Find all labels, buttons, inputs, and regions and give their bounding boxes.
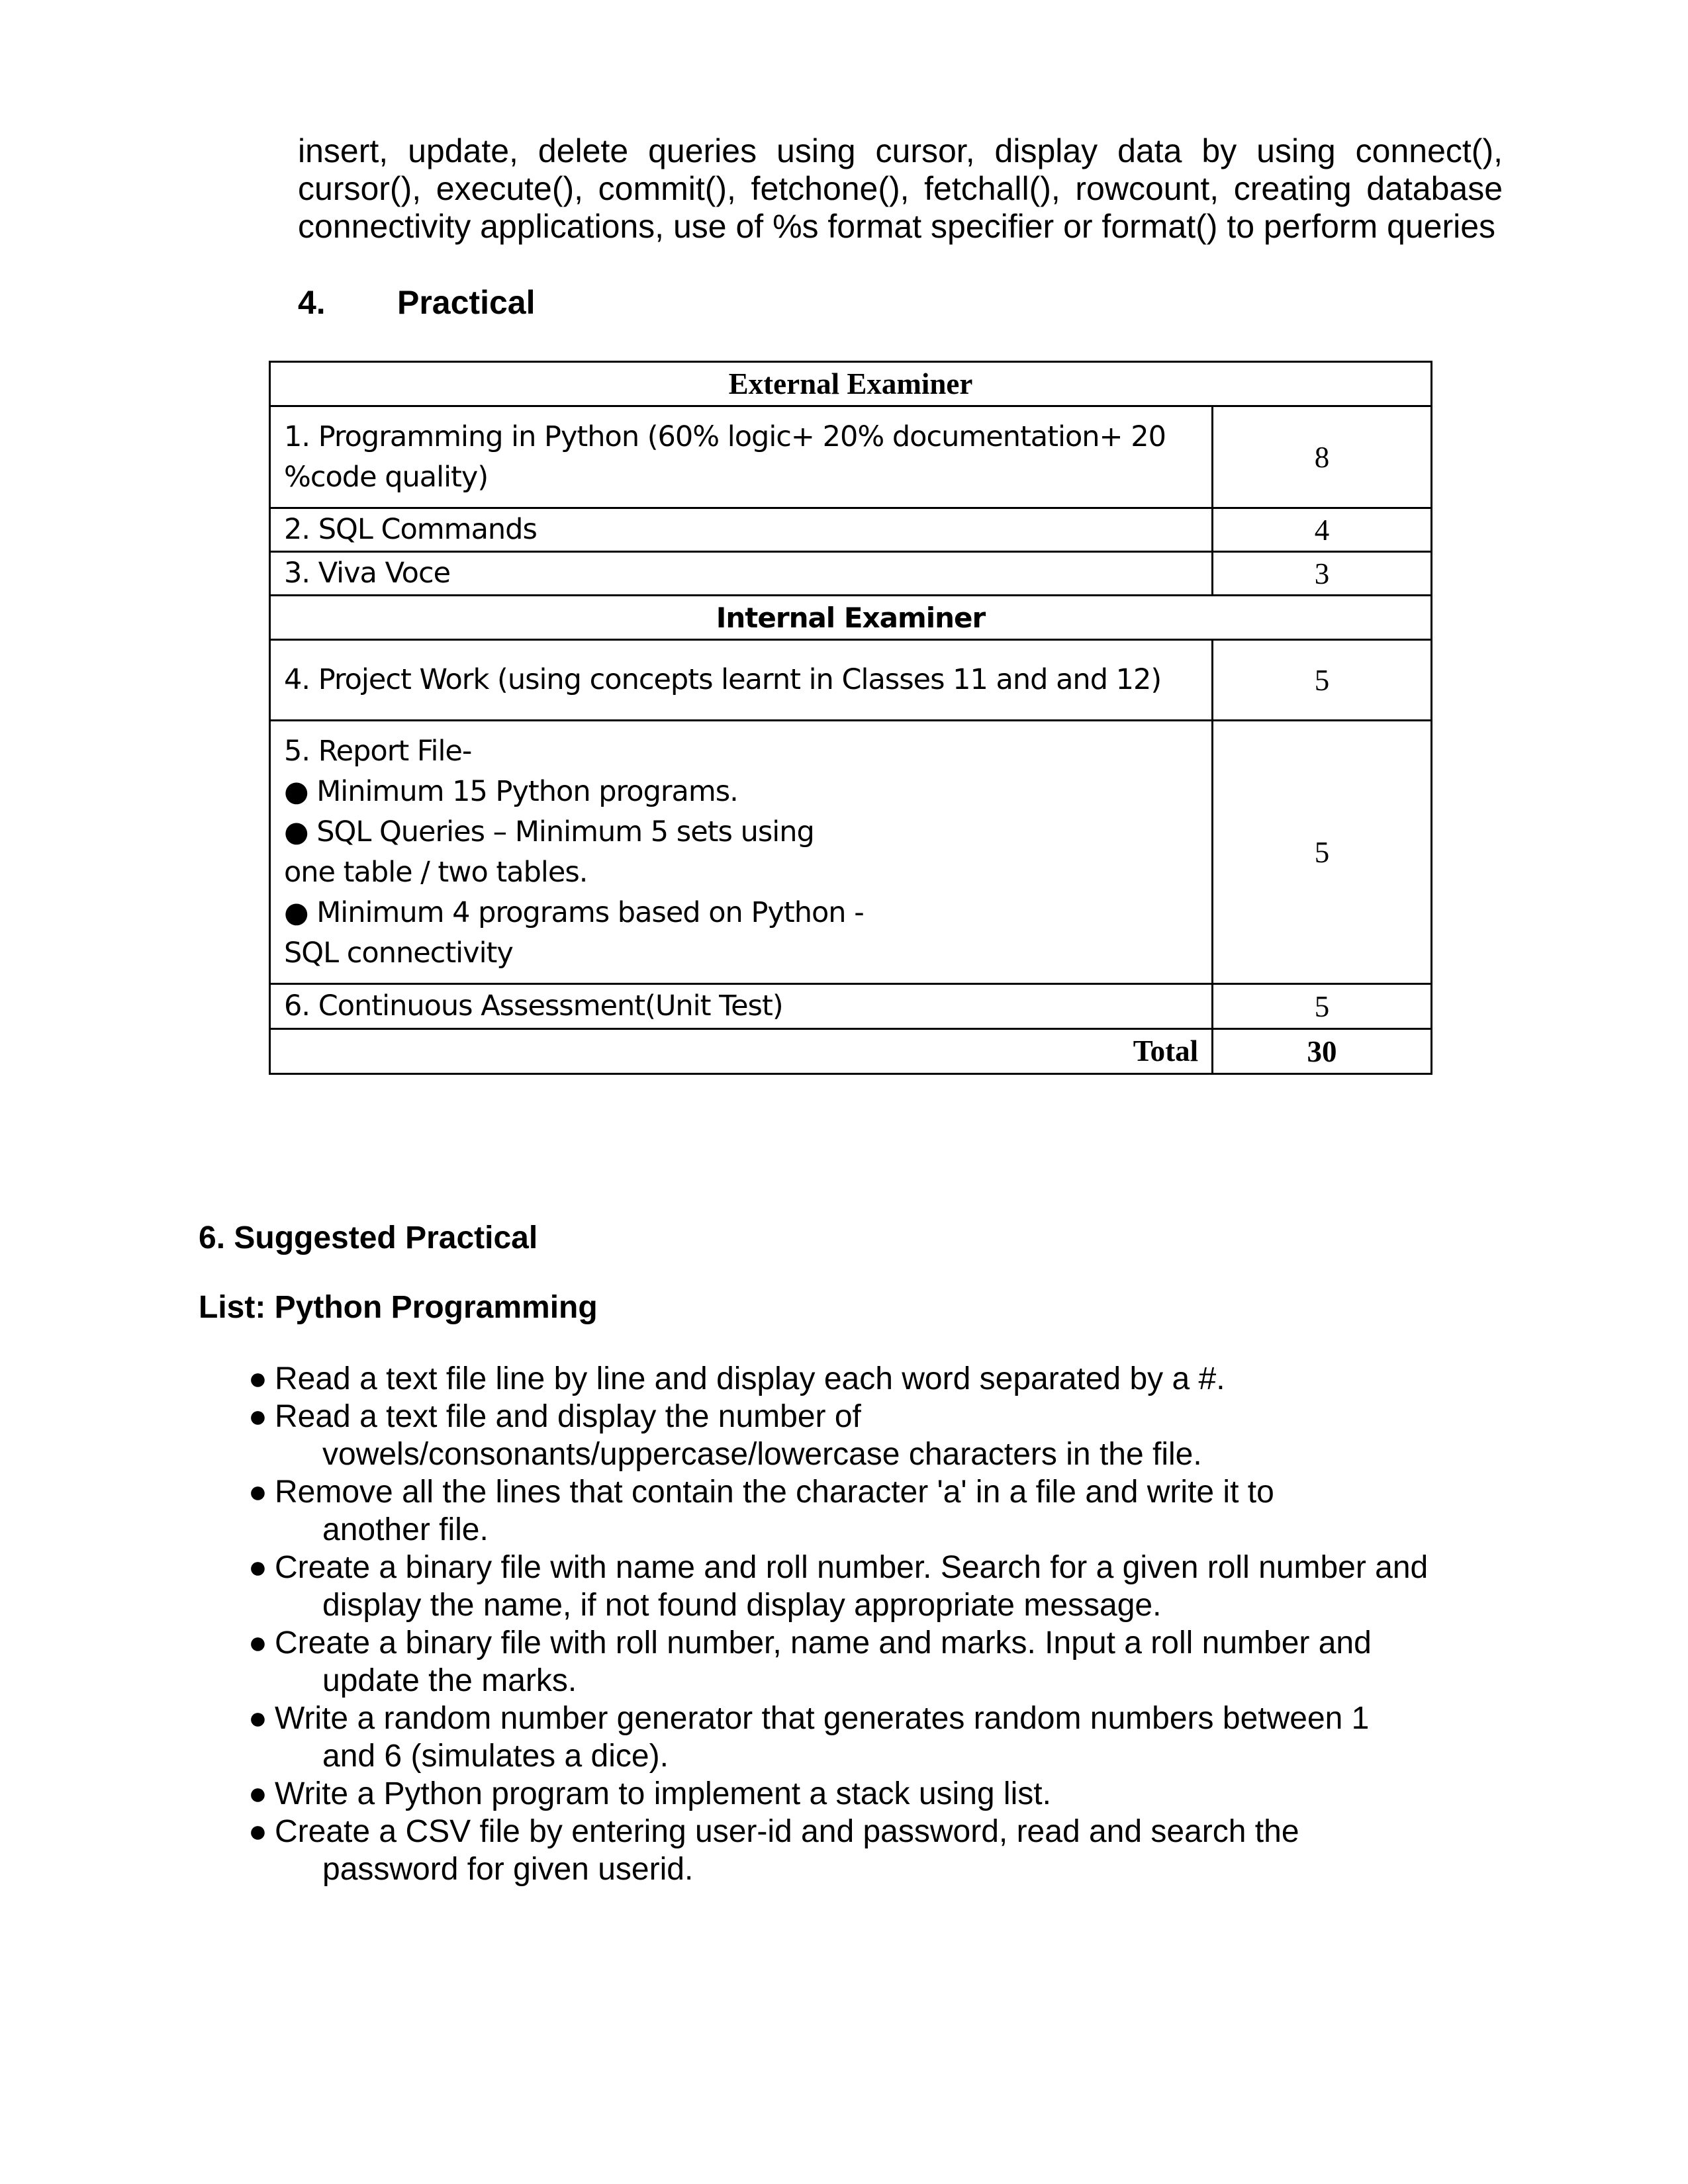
item-text: Write a random number generator that generates random numbers between 1 xyxy=(275,1701,1370,1736)
list-title: List: Python Programming xyxy=(199,1290,598,1325)
item-text-continued: and 6 (simulates a dice). xyxy=(322,1739,669,1774)
bullet-icon: ● xyxy=(248,1814,267,1849)
total-label: Total xyxy=(270,1029,1213,1074)
row-label: 2. SQL Commands xyxy=(270,508,1213,552)
section-title: Practical xyxy=(397,284,536,321)
bullet-icon: ● xyxy=(248,1399,267,1434)
item-text: Write a Python program to implement a stack using list. xyxy=(275,1776,1051,1811)
row-label-line: one table / two tables. xyxy=(284,855,588,889)
table-row xyxy=(270,721,1432,984)
list-item xyxy=(248,1398,1506,1473)
practical-marks-table xyxy=(269,361,1432,1075)
intro-line: insert, update, delete queries using cursor, display data by using connect(), xyxy=(298,132,1503,169)
bullet-icon: ● xyxy=(248,1701,267,1736)
row-label: 3. Viva Voce xyxy=(270,552,1213,596)
row-label-line: ● SQL Queries – Minimum 5 sets using xyxy=(284,815,814,848)
list-item xyxy=(248,1549,1506,1624)
item-text: Read a text file and display the number of xyxy=(275,1399,861,1434)
table-row xyxy=(270,984,1432,1029)
bullet-icon: ● xyxy=(248,1475,267,1510)
row-marks: 8 xyxy=(1213,406,1432,508)
row-label-line: 5. Report File- xyxy=(284,734,472,768)
row-marks: 5 xyxy=(1213,640,1432,721)
row-label-line: 1. Programming in Python (60% logic+ 20% documentation+ 20 xyxy=(284,420,1166,453)
total-row xyxy=(270,1029,1432,1074)
intro-paragraph xyxy=(298,132,1503,246)
list-item xyxy=(248,1700,1506,1775)
row-label xyxy=(270,721,1213,984)
row-label-line: %code quality) xyxy=(284,460,489,494)
row-label: 6. Continuous Assessment(Unit Test) xyxy=(270,984,1213,1029)
list-item xyxy=(248,1624,1506,1700)
table-row xyxy=(270,552,1432,596)
bullet-icon: ● xyxy=(248,1776,267,1811)
item-text-continued: vowels/consonants/uppercase/lowercase characters in the file. xyxy=(322,1437,1202,1472)
table-row xyxy=(270,508,1432,552)
external-examiner-header: External Examiner xyxy=(270,362,1432,406)
internal-header-row xyxy=(270,596,1432,640)
item-text: Remove all the lines that contain the character 'a' in a file and write it to xyxy=(275,1475,1274,1510)
bullet-icon: ● xyxy=(248,1625,267,1661)
row-label-line: ● Minimum 4 programs based on Python - xyxy=(284,895,864,929)
section-4-heading xyxy=(298,283,535,322)
item-text: Create a binary file with name and roll number. Search for a given roll number and xyxy=(275,1550,1429,1585)
intro-line: connectivity applications, use of %s format specifier or format() to perform queries xyxy=(298,208,1496,245)
intro-line: cursor(), execute(), commit(), fetchone(), fetchall(), rowcount, creating database xyxy=(298,170,1503,207)
item-text-continued: password for given userid. xyxy=(322,1852,694,1887)
row-marks: 5 xyxy=(1213,721,1432,984)
row-label xyxy=(270,406,1213,508)
row-marks: 4 xyxy=(1213,508,1432,552)
bullet-icon: ● xyxy=(248,1550,267,1585)
internal-examiner-header: Internal Examiner xyxy=(270,596,1432,640)
bullet-icon: ● xyxy=(248,1361,267,1396)
row-label: 4. Project Work (using concepts learnt in Classes 11 and and 12) xyxy=(270,640,1213,721)
item-text-continued: another file. xyxy=(322,1512,489,1547)
practical-list xyxy=(248,1360,1506,1888)
list-item xyxy=(248,1473,1506,1549)
row-marks: 5 xyxy=(1213,984,1432,1029)
item-text-continued: update the marks. xyxy=(322,1663,577,1698)
row-marks: 3 xyxy=(1213,552,1432,596)
table-row xyxy=(270,406,1432,508)
list-item xyxy=(248,1360,1506,1398)
external-header-row xyxy=(270,362,1432,406)
section-number: 4. xyxy=(298,284,326,321)
item-text: Read a text file line by line and display each word separated by a #. xyxy=(275,1361,1225,1396)
item-text-continued: display the name, if not found display appropriate message. xyxy=(322,1588,1162,1623)
total-value: 30 xyxy=(1213,1029,1432,1074)
row-label-line: ● Minimum 15 Python programs. xyxy=(284,774,738,808)
row-label-line: SQL connectivity xyxy=(284,936,513,970)
list-item xyxy=(248,1775,1506,1813)
section-6-heading: 6. Suggested Practical xyxy=(199,1220,538,1255)
item-text: Create a binary file with roll number, name and marks. Input a roll number and xyxy=(275,1625,1372,1661)
list-item xyxy=(248,1813,1506,1888)
table-row xyxy=(270,640,1432,721)
item-text: Create a CSV file by entering user-id and password, read and search the xyxy=(275,1814,1299,1849)
